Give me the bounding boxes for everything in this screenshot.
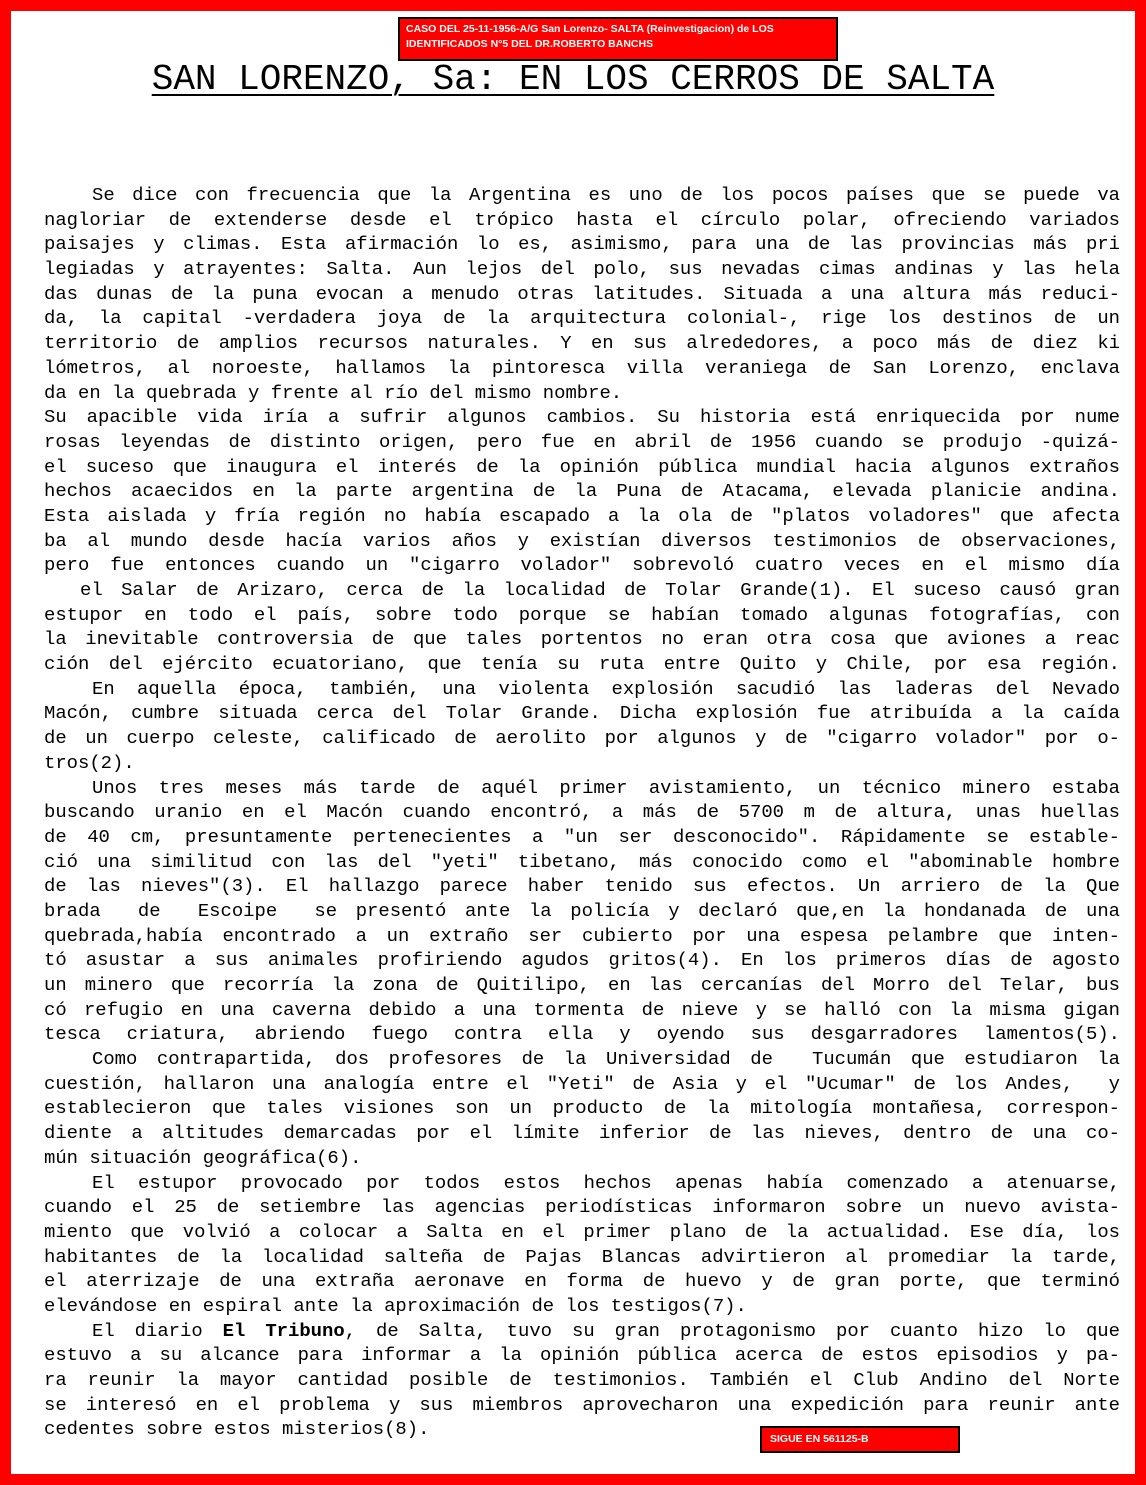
text-fragment: El diario xyxy=(92,1319,223,1342)
text-line xyxy=(44,1319,1120,1344)
text-line: El estupor provocado por todos estos hechos apenas había comenzado a atenuarse, xyxy=(92,1171,1120,1194)
text-line: tros(2). xyxy=(44,751,135,774)
text-line: legiadas y atrayentes: Salta. Aun lejos del polo, sus nevadas cimas andinas y las hela xyxy=(44,258,1120,281)
text-line: estuvo a su alcance para informar a la opinión pública acerca de estos episodios y pa- xyxy=(44,1344,1120,1367)
text-line: el aterrizaje de una extraña aeronave en forma de huevo y de gran porte, que terminó xyxy=(44,1270,1120,1293)
text-line: cuestión, hallaron una analogía entre el "Yeti" de Asia y el "Ucumar" de los Andes, y xyxy=(44,1072,1120,1095)
case-label xyxy=(398,17,838,61)
text-line: lómetros, al noroeste, hallamos la pintoresca villa veraniega de San Lorenzo, enclava xyxy=(44,356,1120,379)
text-line: la inevitable controversia de que tales portentos no eran otra cosa que aviones a reac xyxy=(44,628,1120,651)
text-line: da en la quebrada y frente al río del mismo nombre. xyxy=(44,381,623,404)
text-line: Su apacible vida iría a sufrir algunos cambios. Su historia está enriquecida por nume xyxy=(44,406,1120,429)
text-line: mún situación geográfica(6). xyxy=(44,1146,362,1169)
page-title xyxy=(0,58,1146,102)
text-fragment: , de Salta, tuvo su gran protagonismo por cuanto hizo lo que xyxy=(344,1319,1120,1342)
text-line: estupor en todo el país, sobre todo porque se habían tomado algunas fotografías, con xyxy=(44,603,1120,626)
continue-label: SIGUE EN 561125-B xyxy=(760,1426,960,1453)
text-line: ció una similitud con las del "yeti" tibetano, más conocido como el "abominable hombre xyxy=(44,850,1120,873)
text-line: En aquella época, también, una violenta explosión sacudió las laderas del Nevado xyxy=(92,677,1120,700)
text-line: de 40 cm, presuntamente pertenecientes a "un ser desconocido". Rápidamente se estable- xyxy=(44,825,1120,848)
text-line: tó asustar a sus animales profiriendo agudos gritos(4). En los primeros días de agosto xyxy=(44,949,1120,972)
text-line: territorio de amplios recursos naturales. Y en sus alrededores, a poco más de diez ki xyxy=(44,332,1120,355)
newspaper-name: El Tribuno xyxy=(222,1319,345,1342)
text-line: el Salar de Arizaro, cerca de la localidad de Tolar Grande(1). El suceso causó gran xyxy=(80,579,1120,601)
text-line: nagloriar de extenderse desde el trópico hasta el círculo polar, ofreciendo variados xyxy=(44,208,1120,231)
text-line: ra reunir la mayor cantidad posible de testimonios. También el Club Andino del Norte xyxy=(44,1369,1120,1391)
text-line: rosas leyendas de distinto origen, pero fue en abril de 1956 cuando se produjo -quizá- xyxy=(44,430,1120,453)
text-line: ción del ejército ecuatoriano, que tenía su ruta entre Quito y Chile, por esa región. xyxy=(44,653,1120,676)
text-line: Como contrapartida, dos profesores de la Universidad de Tucumán que estudiaron la xyxy=(92,1048,1120,1071)
text-line: cedentes sobre estos misterios(8). xyxy=(44,1418,430,1441)
text-line: tesca criatura, abriendo fuego contra ella y oyendo sus desgarradores lamentos(5). xyxy=(44,1023,1120,1046)
text-line: diente a altitudes demarcadas por el límite inferior de las nieves, dentro de una co- xyxy=(44,1122,1120,1145)
text-line: Esta aislada y fría región no había escapado a la ola de "platos voladores" que afecta xyxy=(44,504,1120,527)
text-line: quebrada,había encontrado a un extraño ser cubierto por una espesa pelambre que inten- xyxy=(44,924,1120,947)
text-line: ba al mundo desde hacía varios años y existían diversos testimonios de observaciones, xyxy=(44,529,1120,552)
text-line: Se dice con frecuencia que la Argentina es uno de los pocos países que se puede va xyxy=(92,184,1120,206)
text-line: pero fue entonces cuando un "cigarro volador" sobrevoló cuatro veces en el mismo día xyxy=(44,554,1120,577)
article-body xyxy=(44,183,1120,1442)
text-line: se interesó en el problema y sus miembros aprovecharon una expedición para reunir ante xyxy=(44,1393,1120,1416)
text-line: miento que volvió a colocar a Salta en el primer plano de la actualidad. Ese día, los xyxy=(44,1220,1120,1243)
case-label-line-1: CASO DEL 25-11-1956-A/G San Lorenzo- SALTA (Reinvestigacion) de LOS xyxy=(406,23,774,35)
page-title-text: SAN LORENZO, Sa: EN LOS CERROS DE SALTA xyxy=(151,59,995,100)
text-line: paisajes y climas. Esta afirmación lo es, asimismo, para una de las provincias más pri xyxy=(44,233,1120,256)
text-line: el suceso que inaugura el interés de la opinión pública mundial hacia algunos extraños xyxy=(44,455,1120,478)
text-line: elevándose en espiral ante la aproximación de los testigos(7). xyxy=(44,1294,747,1317)
text-line: de un cuerpo celeste, calificado de aerolito por algunos y de "cigarro volador" por o- xyxy=(44,727,1120,750)
text-line: Macón, cumbre situada cerca del Tolar Grande. Dicha explosión fue atribuída a la caída xyxy=(44,702,1120,725)
text-line: un minero que recorría la zona de Quitilipo, en las cercanías del Morro del Telar, bus xyxy=(44,974,1120,996)
text-line: da, la capital -verdadera joya de la arquitectura colonial-, rige los destinos de un xyxy=(44,307,1120,330)
case-label-line-2: IDENTIFICADOS N°5 DEL DR.ROBERTO BANCHS xyxy=(406,38,654,50)
text-line: das dunas de la puna evocan a menudo otras latitudes. Situada a una altura más reduci- xyxy=(44,282,1120,305)
text-line: Unos tres meses más tarde de aquél primer avistamiento, un técnico minero estaba xyxy=(92,776,1120,799)
text-line: habitantes de la localidad salteña de Pajas Blancas advirtieron al promediar la tarde, xyxy=(44,1245,1120,1268)
text-line: establecieron que tales visiones son un producto de la mitología montañesa, correspon- xyxy=(44,1097,1120,1120)
text-line: buscando uranio en el Macón cuando encontró, a más de 5700 m de altura, unas huellas xyxy=(44,801,1120,824)
text-line: hechos acaecidos en la parte argentina de la Puna de Atacama, elevada planicie andina. xyxy=(44,480,1120,503)
text-line: có refugio en una caverna debido a una tormenta de nieve y se halló con la misma gigan xyxy=(44,998,1120,1021)
text-line: brada de Escoipe se presentó ante la policía y declaró que,en la hondanada de una xyxy=(44,899,1120,922)
text-line: cuando el 25 de setiembre las agencias periodísticas informaron sobre un nuevo avista- xyxy=(44,1196,1120,1219)
text-line: de las nieves"(3). El hallazgo parece haber tenido sus efectos. Un arriero de la Que xyxy=(44,875,1120,898)
